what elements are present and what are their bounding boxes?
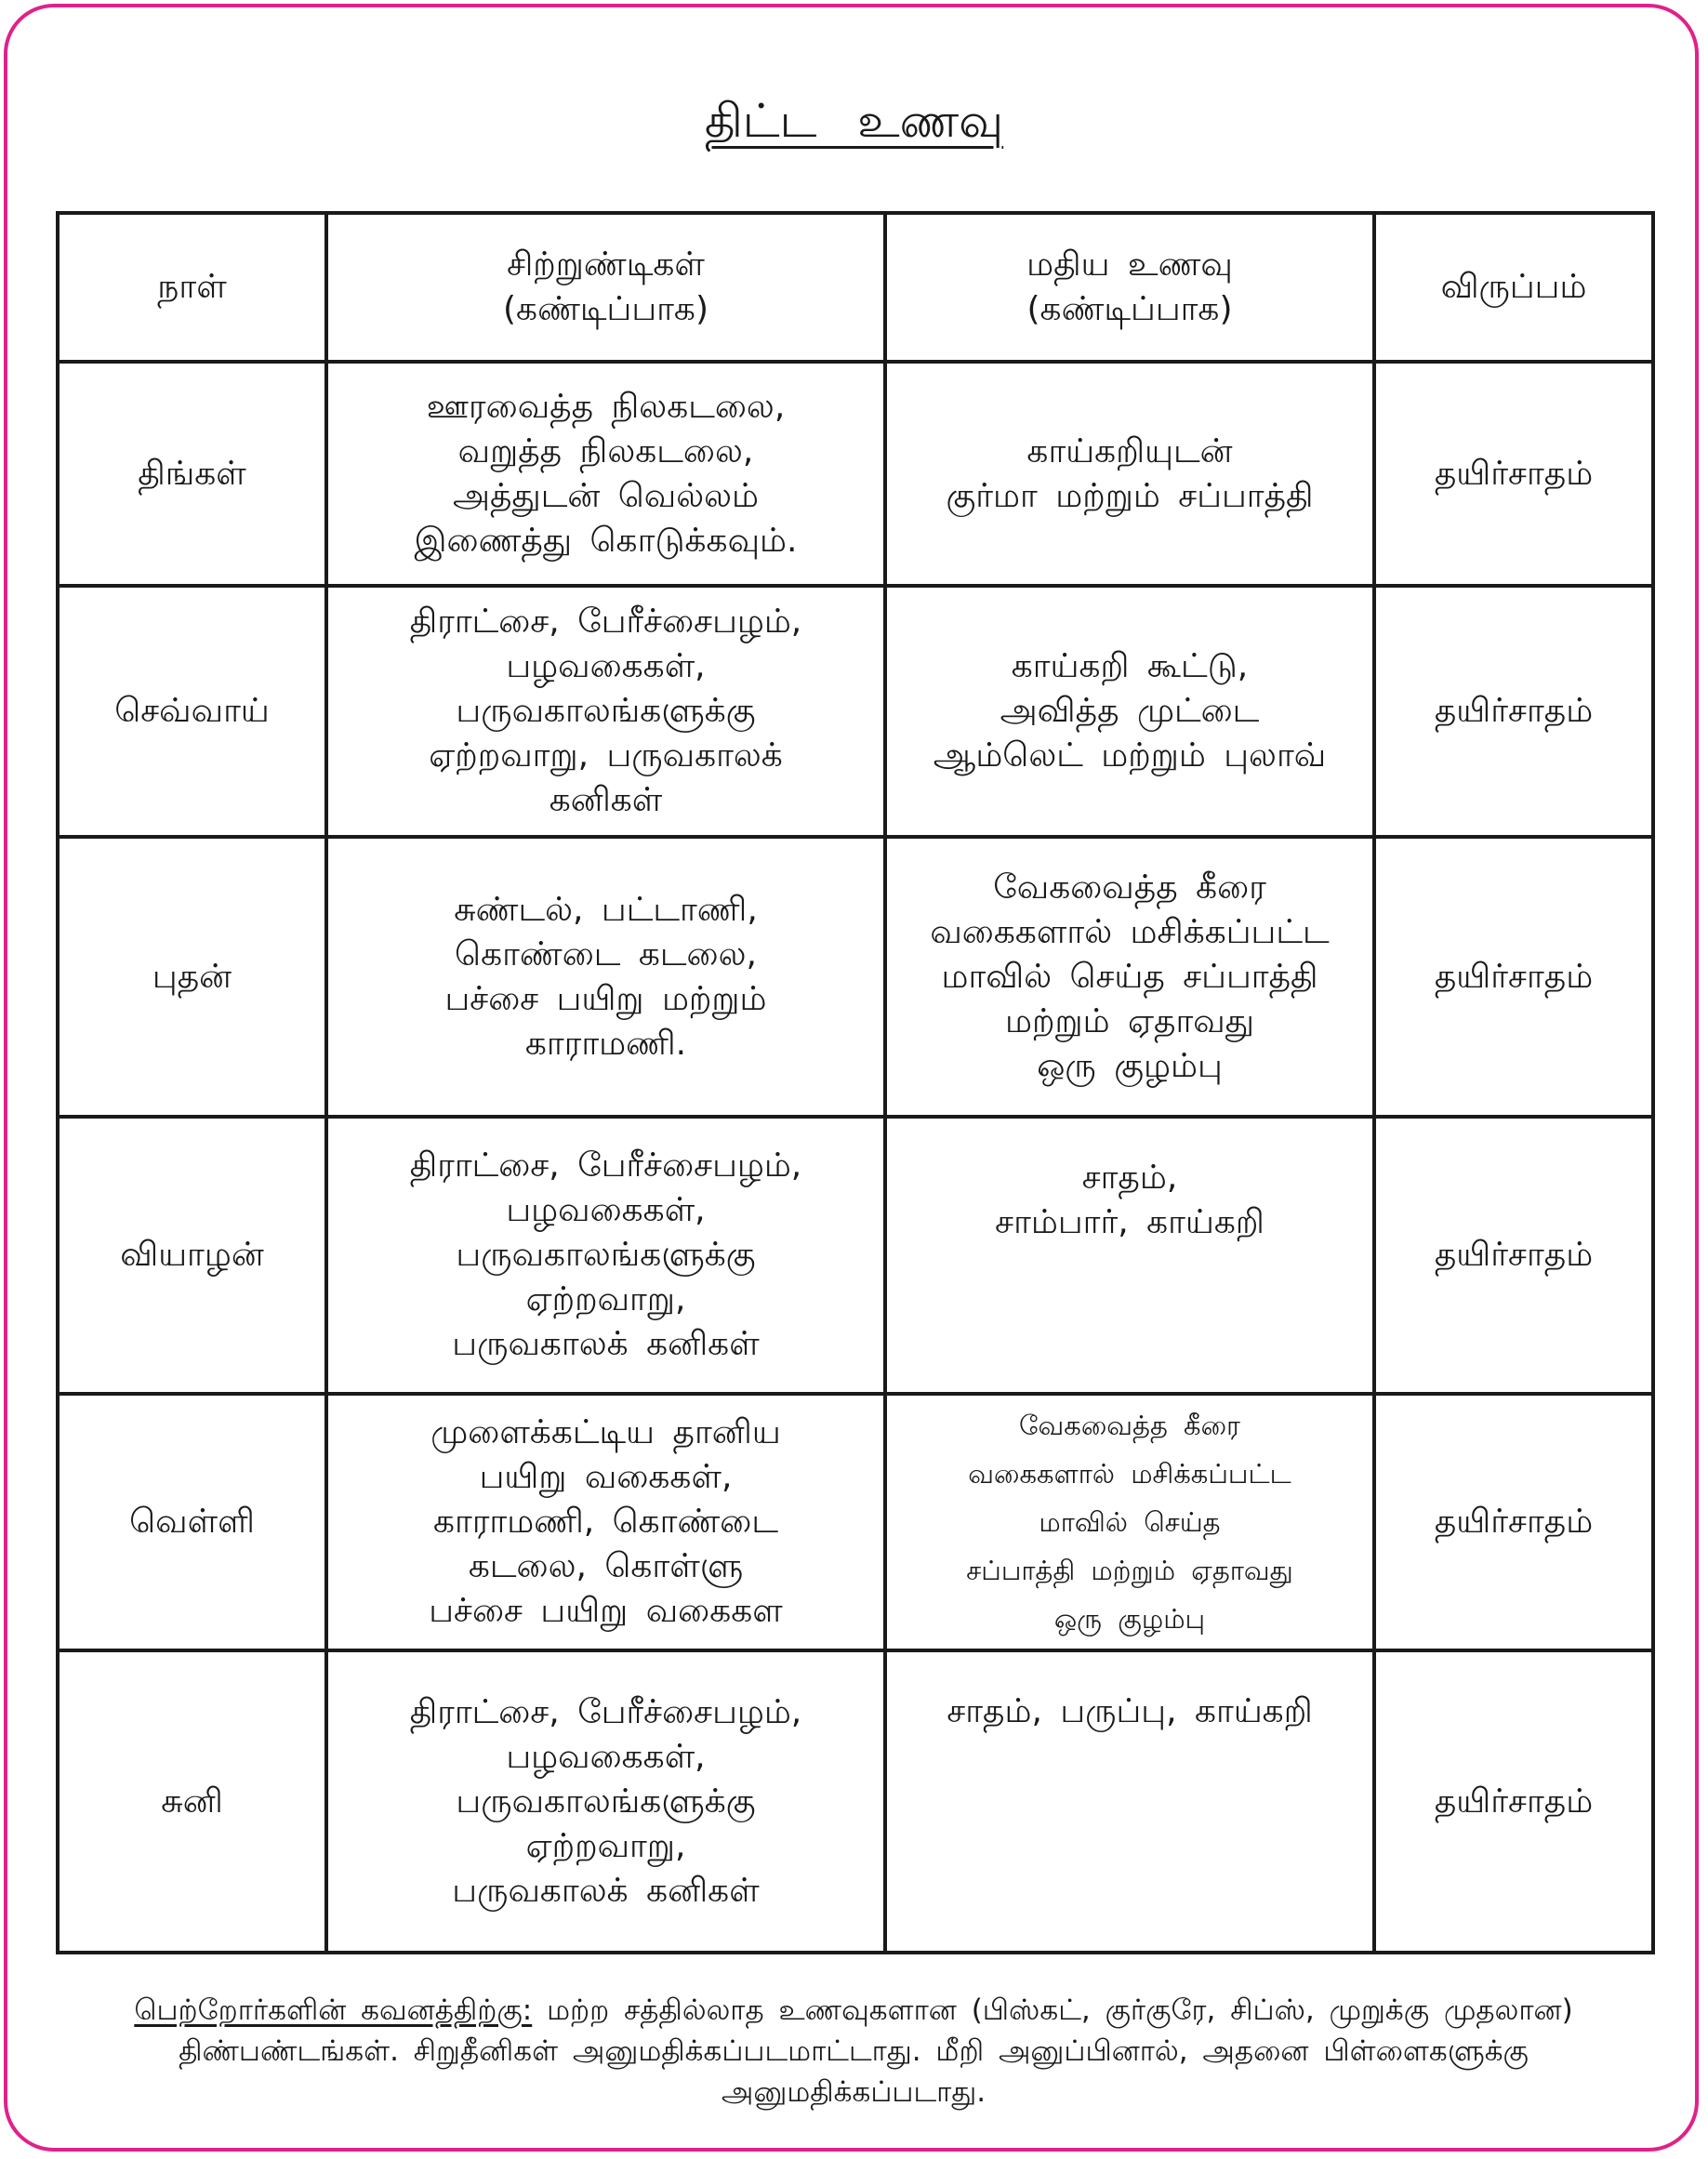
snacks-cell: திராட்சை, பேரீச்சைபழம், பழவகைகள், பருவகாலங்களுக்கு ஏற்றவாறு, பருவகாலக் கனிகள்	[326, 586, 885, 837]
parents-note	[65, 1990, 1642, 2113]
lunch-cell: வேகவைத்த கீரை வகைகளால் மசிக்கப்பட்ட மாவில் செய்த சப்பாத்தி மற்றும் ஏதாவது ஒரு குழம்பு	[885, 1394, 1374, 1650]
preference-cell: தயிர்சாதம்	[1374, 837, 1653, 1117]
header-lunch: மதிய உணவு (கண்டிப்பாக)	[885, 213, 1374, 362]
header-snacks: சிற்றுண்டிகள் (கண்டிப்பாக)	[326, 213, 885, 362]
parents-note-label: பெற்றோர்களின் கவனத்திற்கு:	[134, 1993, 533, 2027]
page-title: திட்ட உணவு	[704, 94, 1004, 148]
lunch-cell: வேகவைத்த கீரை வகைகளால் மசிக்கப்பட்ட மாவில் செய்த சப்பாத்தி மற்றும் ஏதாவது ஒரு குழம்பு	[885, 837, 1374, 1117]
day-cell: செவ்வாய்	[58, 586, 326, 837]
day-cell: வியாழன்	[58, 1117, 326, 1394]
table-row	[58, 1117, 1653, 1394]
table-row	[58, 837, 1653, 1117]
snacks-cell: திராட்சை, பேரீச்சைபழம், பழவகைகள், பருவகாலங்களுக்கு ஏற்றவாறு, பருவகாலக் கனிகள்	[326, 1117, 885, 1394]
meal-plan-table	[56, 211, 1655, 1954]
lunch-cell: காய்கறியுடன் குர்மா மற்றும் சப்பாத்தி	[885, 362, 1374, 586]
header-row	[58, 213, 1653, 362]
snacks-cell: ஊரவைத்த நிலகடலை, வறுத்த நிலகடலை, அத்துடன் வெல்லம் இணைத்து கொடுக்கவும்.	[326, 362, 885, 586]
preference-cell: தயிர்சாதம்	[1374, 1394, 1653, 1650]
day-cell: திங்கள்	[58, 362, 326, 586]
preference-cell: தயிர்சாதம்	[1374, 1650, 1653, 1953]
lunch-cell: சாதம், பருப்பு, காய்கறி	[885, 1650, 1374, 1953]
header-day: நாள்	[58, 213, 326, 362]
preference-cell: தயிர்சாதம்	[1374, 1117, 1653, 1394]
table-row	[58, 1650, 1653, 1953]
parents-note-text: மற்ற சத்தில்லாத உணவுகளான (பிஸ்கட், குர்குரே, சிப்ஸ், முறுக்கு முதலான) திண்பண்டங்கள். சிறுதீனிகள் அனுமதிக்கப்படமாட்டாது. மீறி அனுப்பினால், அதனை பிள்ளைகளுக்கு அனுமதிக்கப்படாது.	[179, 1993, 1573, 2109]
day-cell: சுனி	[58, 1650, 326, 1953]
snacks-cell: சுண்டல், பட்டாணி, கொண்டை கடலை, பச்சை பயிறு மற்றும் காராமணி.	[326, 837, 885, 1117]
table-row	[58, 586, 1653, 837]
preference-cell: தயிர்சாதம்	[1374, 586, 1653, 837]
lunch-cell: காய்கறி கூட்டு, அவித்த முட்டை ஆம்லெட் மற்றும் புலாவ்	[885, 586, 1374, 837]
snacks-cell: திராட்சை, பேரீச்சைபழம், பழவகைகள், பருவகாலங்களுக்கு ஏற்றவாறு, பருவகாலக் கனிகள்	[326, 1650, 885, 1953]
lunch-cell: சாதம், சாம்பார், காய்கறி	[885, 1117, 1374, 1394]
table-row	[58, 1394, 1653, 1650]
header-preference: விருப்பம்	[1374, 213, 1653, 362]
table-row	[58, 362, 1653, 586]
snacks-cell: முளைக்கட்டிய தானிய பயிறு வகைகள், காராமணி, கொண்டை கடலை, கொள்ளு பச்சை பயிறு வகைகள	[326, 1394, 885, 1650]
preference-cell: தயிர்சாதம்	[1374, 362, 1653, 586]
day-cell: வெள்ளி	[58, 1394, 326, 1650]
day-cell: புதன்	[58, 837, 326, 1117]
